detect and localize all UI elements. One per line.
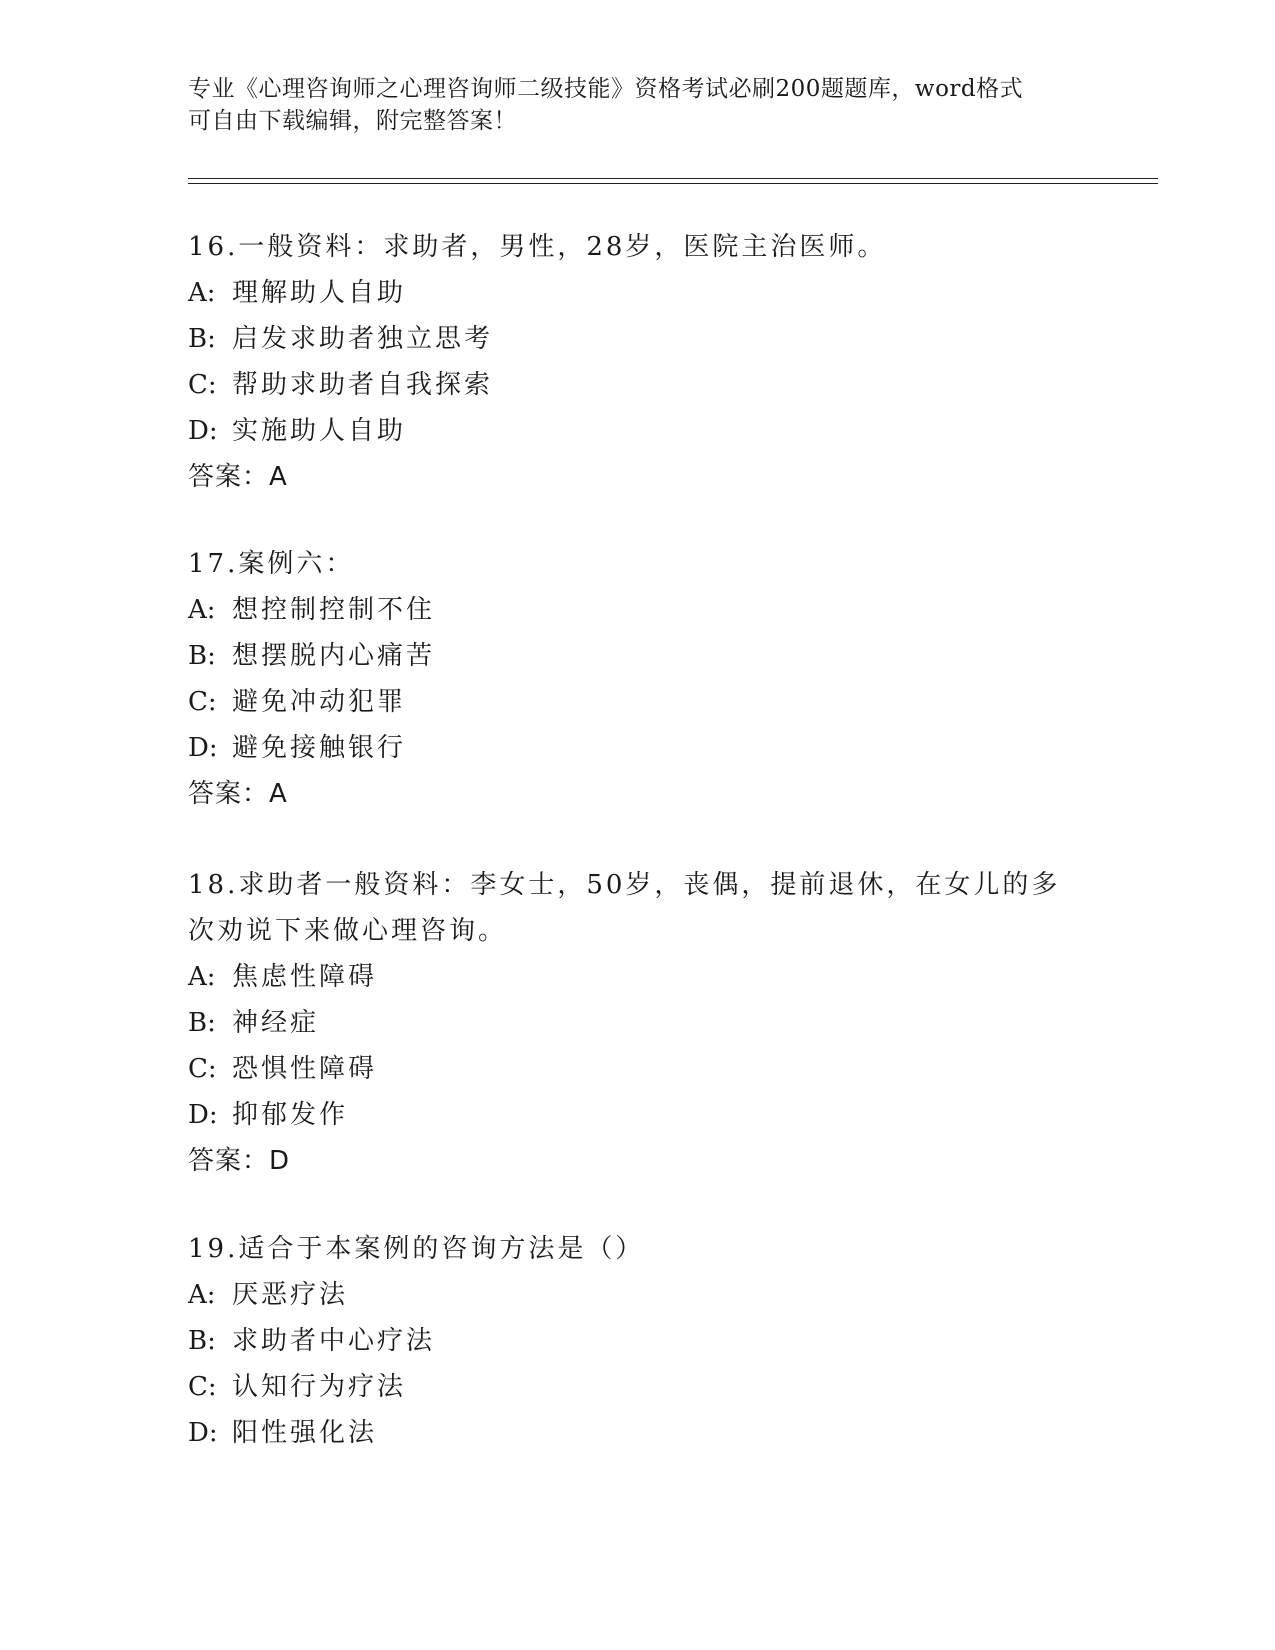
option-c xyxy=(188,362,1088,408)
question-18 xyxy=(188,862,1068,1184)
option-label: C: xyxy=(188,370,217,400)
option-label: B: xyxy=(188,324,216,354)
option-c xyxy=(188,679,1088,725)
option-d xyxy=(188,725,1088,771)
option-text: 求助者中心疗法 xyxy=(232,1326,436,1356)
option-label: B: xyxy=(188,641,216,671)
option-a xyxy=(188,270,1088,316)
option-text: 阳性强化法 xyxy=(232,1418,378,1448)
option-text: 神经症 xyxy=(232,1008,320,1038)
option-label: C: xyxy=(188,1372,217,1402)
question-stem: 17.案例六： xyxy=(188,549,355,579)
option-text: 认知行为疗法 xyxy=(232,1372,407,1402)
option-a xyxy=(188,1272,1088,1318)
option-b xyxy=(188,1318,1088,1364)
header-line-2: 可自由下载编辑，附完整答案！ xyxy=(188,108,517,134)
option-text: 恐惧性障碍 xyxy=(232,1054,378,1084)
option-label: D: xyxy=(188,416,218,446)
option-label: B: xyxy=(188,1326,216,1356)
option-text: 想控制控制不住 xyxy=(232,595,436,625)
option-text: 避免接触银行 xyxy=(232,733,407,763)
option-label: A: xyxy=(188,1280,216,1310)
option-text: 想摆脱内心痛苦 xyxy=(232,641,436,671)
question-16 xyxy=(188,224,1088,500)
option-label: D: xyxy=(188,733,218,763)
question-19 xyxy=(188,1226,1088,1456)
question-stem: 16.一般资料：求助者，男性，28岁，医院主治医师。 xyxy=(188,232,887,262)
option-label: C: xyxy=(188,1054,217,1084)
option-label: A: xyxy=(188,595,216,625)
option-c xyxy=(188,1046,1068,1092)
option-label: D: xyxy=(188,1418,218,1448)
option-c xyxy=(188,1364,1088,1410)
header-line-1: 专业《心理咨询师之心理咨询师二级技能》资格考试必刷200题题库，word格式 xyxy=(188,76,1024,102)
answer: 答案：D xyxy=(188,1146,291,1176)
option-text: 抑郁发作 xyxy=(232,1100,349,1130)
option-text: 焦虑性障碍 xyxy=(232,962,378,992)
option-text: 厌恶疗法 xyxy=(232,1280,349,1310)
option-d xyxy=(188,408,1088,454)
option-a xyxy=(188,954,1068,1000)
option-a xyxy=(188,587,1088,633)
option-label: C: xyxy=(188,687,217,717)
header-divider-bottom xyxy=(188,183,1158,184)
option-label: A: xyxy=(188,962,216,992)
option-text: 实施助人自助 xyxy=(232,416,407,446)
option-text: 启发求助者独立思考 xyxy=(232,324,494,354)
question-stem: 18.求助者一般资料：李女士，50岁，丧偶，提前退休，在女儿的多次劝说下来做心理咨询。 xyxy=(188,870,1061,946)
option-d xyxy=(188,1092,1068,1138)
option-label: B: xyxy=(188,1008,216,1038)
option-b xyxy=(188,633,1088,679)
option-label: A: xyxy=(188,278,216,308)
option-d xyxy=(188,1410,1088,1456)
option-text: 帮助求助者自我探索 xyxy=(232,370,494,400)
option-text: 理解助人自助 xyxy=(232,278,407,308)
question-17 xyxy=(188,541,1088,817)
header-divider-top xyxy=(188,178,1158,179)
option-label: D: xyxy=(188,1100,218,1130)
document-header xyxy=(188,73,1068,137)
option-b xyxy=(188,1000,1068,1046)
answer: 答案：A xyxy=(188,779,288,809)
question-stem: 19.适合于本案例的咨询方法是（） xyxy=(188,1234,645,1264)
option-b xyxy=(188,316,1088,362)
answer: 答案：A xyxy=(188,462,288,492)
option-text: 避免冲动犯罪 xyxy=(232,687,407,717)
